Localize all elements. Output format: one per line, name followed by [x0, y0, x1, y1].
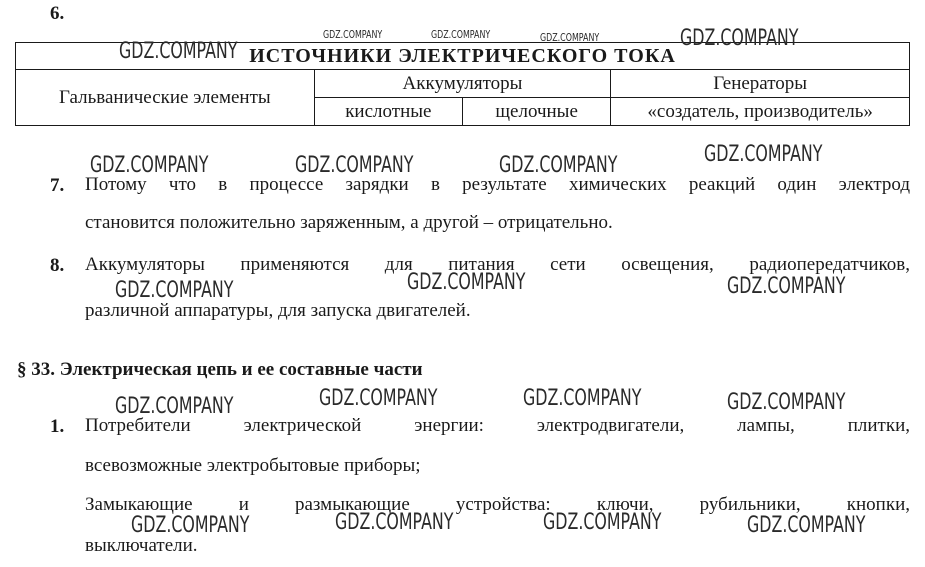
watermark: GDZ.COMPANY [727, 274, 846, 299]
answer-8-line-2: различной аппаратуры, для запуска двигателей. [85, 300, 471, 321]
watermark: GDZ.COMPANY [747, 513, 866, 538]
watermark: GDZ.COMPANY [119, 39, 238, 64]
watermark: GDZ.COMPANY [115, 394, 234, 419]
watermark: GDZ.COMPANY [90, 153, 209, 178]
watermark: GDZ.COMPANY [131, 513, 250, 538]
galvanic-cell-header: Гальванические элементы [16, 70, 315, 126]
question-6-number: 6. [50, 3, 65, 24]
question-8-number: 8. [50, 255, 65, 276]
watermark: GDZ.COMPANY [499, 153, 618, 178]
acid-cell: кислотные [314, 98, 462, 126]
section-heading: § 33. Электрическая цепь и ее составные части [17, 359, 423, 380]
alkaline-cell: щелочные [462, 98, 610, 126]
watermark: GDZ.COMPANY [704, 142, 823, 167]
watermark: GDZ.COMPANY [115, 278, 234, 303]
generator-meaning-cell: «создатель, производитель» [611, 98, 910, 126]
watermark: GDZ.COMPANY [407, 270, 526, 295]
generators-header: Генераторы [611, 70, 910, 98]
answer-7-line-2: становится положительно заряженным, а другой – отрицательно. [85, 212, 613, 233]
watermark: GDZ.COMPANY [335, 510, 454, 535]
section-answer-1-line-2: всевозможные электробытовые приборы; [85, 455, 421, 476]
watermark: GDZ.COMPANY [727, 390, 846, 415]
section-answer-1-line-3: Замыкающие и размыкающие устройства: ключи, рубильники, кнопки, [85, 494, 910, 515]
watermark: GDZ.COMPANY [319, 386, 438, 411]
section-question-1-number: 1. [50, 416, 65, 437]
watermark: GDZ.COMPANY [680, 26, 799, 51]
answer-7-line-1: Потому что в процессе зарядки в результате химических реакций один электрод [85, 174, 910, 195]
answer-8-line-1: Аккумуляторы применяются для питания сети освещения, радиопередатчиков, [85, 254, 910, 275]
watermark: GDZ.COMPANY [543, 510, 662, 535]
section-answer-1-line-1: Потребители электрической энергии: электродвигатели, лампы, плитки, [85, 415, 910, 436]
section-answer-1-line-4: выключатели. [85, 535, 198, 556]
watermark: GDZ.COMPANY [523, 386, 642, 411]
accumulators-header: Аккумуляторы [314, 70, 611, 98]
question-7-number: 7. [50, 175, 65, 196]
watermark: GDZ.COMPANY [431, 28, 491, 41]
watermark: GDZ.COMPANY [295, 153, 414, 178]
table-title: ИСТОЧНИКИ ЭЛЕКТРИЧЕСКОГО ТОКА [16, 43, 910, 70]
watermark: GDZ.COMPANY [323, 28, 383, 41]
watermark: GDZ.COMPANY [540, 31, 600, 44]
